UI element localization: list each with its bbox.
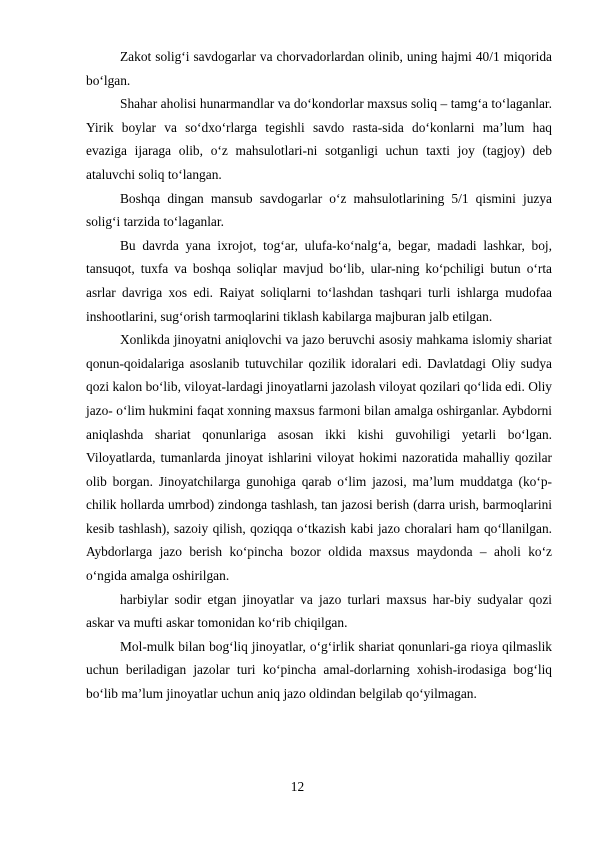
paragraph-juzya-tax: Boshqa dingan mansub savdogarlar o‘z mahsulotlarining 5/1 qismini juzya solig‘i tarzida to‘laganlar. — [86, 190, 552, 230]
paragraph-zakot-tax: Zakot solig‘i savdogarlar va chorvadorlardan olinib, uning hajmi 40/1 miqorida bo‘lgan. — [86, 49, 552, 88]
paragraph-property-crimes: Mol-mulk bilan bog‘liq jinoyatlar, o‘g‘irlik shariat qonunlari-ga rioya qilmaslik uchun beriladigan jazolar turi ko‘pincha amal-dorlarning xohish-irodasiga bog‘liq bo‘lib ma’lum jinoyatlar uchun aniq jazo oldindan belgilab qo‘yilmagan. — [86, 638, 552, 702]
paragraph-military-courts: harbiylar sodir etgan jinoyatlar va jazo turlari maxsus har-biy sudyalar qozi askar va mufti askar tomonidan ko‘rib chiqilgan. — [86, 591, 552, 631]
page-number: 12 — [290, 779, 305, 794]
paragraph-other-taxes: Bu davrda yana ixrojot, tog‘ar, ulufa-ko‘nalg‘a, begar, madadi lashkar, boj, tansuqot, tuxfa va boshqa soliqlar mavjud bo‘lib, ular-ning ko‘pchiligi butun o‘rta asrlar davriga xos edi. Raiyat soliqlarni to‘lashdan tashqari turli ishlarga mudofaa inshootlarini, sug‘orish tarmoqlarini tiklash kabilarga majburan jalb etilgan. — [86, 237, 552, 324]
paragraph-tamga-tax: Shahar aholisi hunarmandlar va do‘kondorlar maxsus soliq – tamg‘a to‘laganlar. Yirik boylar va so‘dxo‘rlarga tegishli savdo rasta-sida do‘konlarni ma’lum haq evaziga ijaraga olib, o‘z mahsulotlari-ni sotganligi uchun taxti joy (tagjoy) deb ataluvchi soliq to‘langan. — [86, 96, 552, 182]
document-page — [86, 45, 552, 706]
paragraph-courts: Xonlikda jinoyatni aniqlovchi va jazo beruvchi asosiy mahkama islomiy shariat qonun-qoidalariga asoslanib tutuvchilar qozilik idoralari edi. Davlatdagi Oliy sudya qozi kalon bo‘lib, viloyat-lardagi jinoyatlarni jazolash viloyat qozilari qo‘lida edi. Oliy jazo- o‘lim hukmini faqat xonning maxsus farmoni bilan amalga oshirganlar. Aybdorni aniqlashda shariat qonunlariga asosan ikki kishi guvohiligi yetarli bo‘lgan. Viloyatlarda, tumanlarda jinoyat ishlarini viloyat hokimi nazoratida mahalliy qozilar olib borgan. Jinoyatchilarga gunohiga qarab o‘lim jazosi, ma’lum muddatga (ko‘p-chilik hollarda umrbod) zindonga tashlash, tan jazosi berish (darra urish, barmoqlarini kesib tashlash), sazoiy qilish, qoziqqa o‘tkazish kabi jazo choralari ham qo‘llanilgan. Aybdorlarga jazo berish ko‘pincha bozor oldida maxsus maydonda – aholi ko‘z o‘ngida amalga oshirilgan. — [86, 332, 552, 584]
